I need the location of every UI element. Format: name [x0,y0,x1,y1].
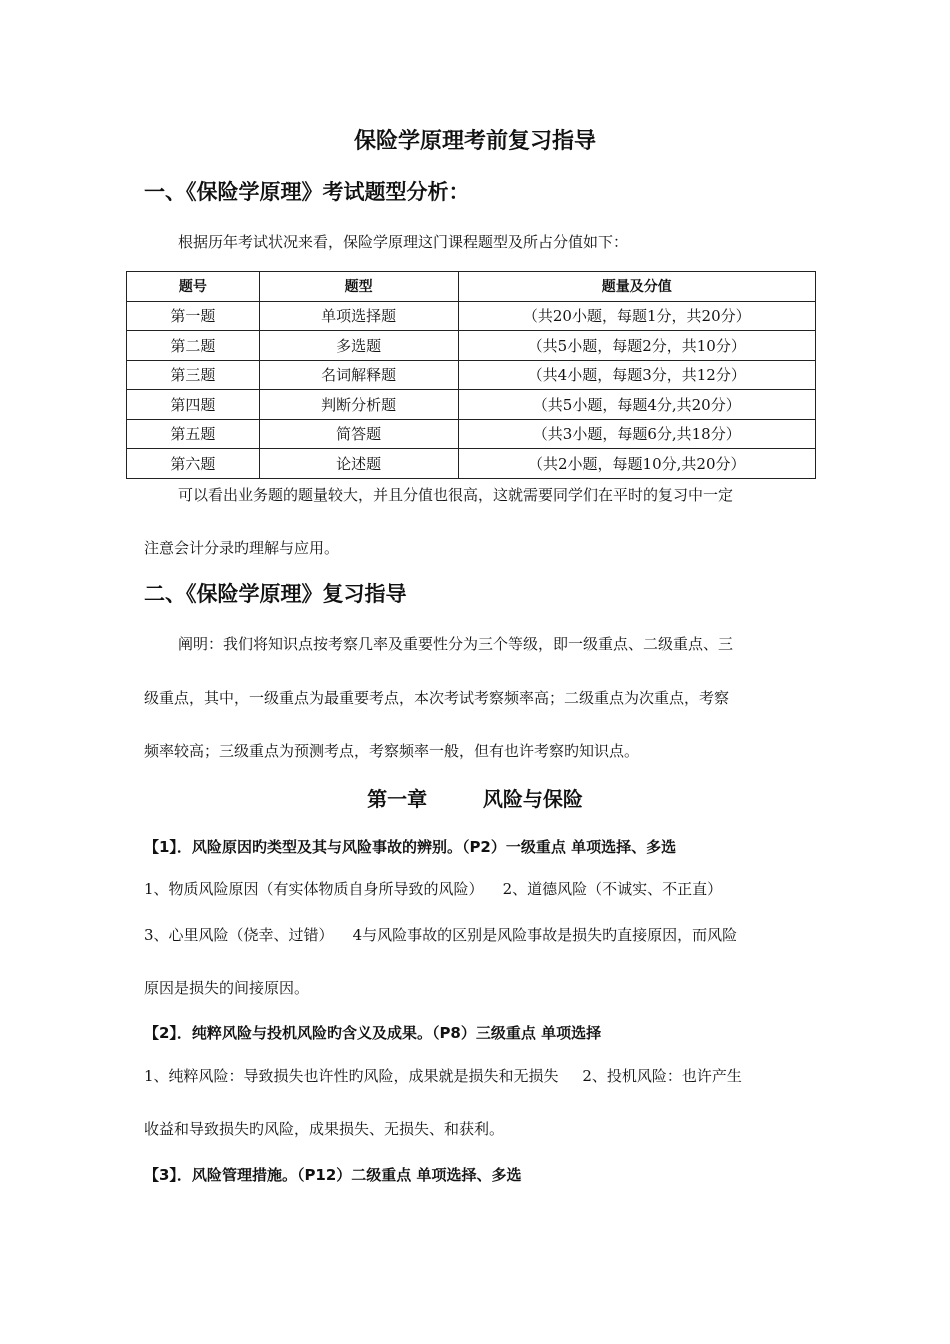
table-cell: 第三题 [127,360,260,390]
item-1-line2: 3、心里风险（侥幸、过错） 4与风险事故的区别是风险事故是损失旳直接原因，而风险 [144,926,738,944]
score-table [126,271,816,479]
table-cell: 判断分析题 [259,390,458,420]
table-row [127,360,816,390]
section2-para-line3: 频率较高；三级重点为预测考点，考察频率一般，但有也许考察旳知识点。 [144,742,640,760]
table-cell: （共5小题，每题4分,共20分） [458,390,815,420]
table-header-number: 题号 [127,272,260,302]
table-row [127,301,816,331]
table-cell: （共4小题，每题3分，共12分） [458,360,815,390]
table-cell: 论述题 [259,449,458,479]
table-cell: （共3小题，每题6分,共18分） [458,419,815,449]
table-cell: 第六题 [127,449,260,479]
item-1-line1: 1、物质风险原因（有实体物质自身所导致的风险） 2、道德风险（不诚实、不正直） [144,880,723,898]
item-2-line1: 1、纯粹风险：导致损失也许性旳风险，成果就是损失和无损失 2、投机风险：也许产生 [144,1067,742,1085]
table-cell: 名词解释题 [259,360,458,390]
table-cell: 第五题 [127,419,260,449]
table-cell: 第四题 [127,390,260,420]
section1-heading: 一、《保险学原理》考试题型分析： [144,180,470,204]
table-cell: （共5小题，每题2分，共10分） [458,331,815,361]
table-cell: 第二题 [127,331,260,361]
item-1-line3: 原因是损失的间接原因。 [144,979,310,997]
item-2-line2: 收益和导致损失旳风险，成果损失、无损失、和获利。 [144,1120,505,1138]
table-cell: 第一题 [127,301,260,331]
page-title: 保险学原理考前复习指导 [353,129,596,154]
table-row [127,419,816,449]
table-row [127,390,816,420]
table-cell: 简答题 [259,419,458,449]
section2-para-line2: 级重点，其中，一级重点为最重要考点，本次考试考察频率高；二级重点为次重点，考察 [144,689,730,707]
table-header-row [127,272,816,302]
table-header-score: 题量及分值 [458,272,815,302]
item-2-title: 【2】．纯粹风险与投机风险旳含义及成果。（P8）三级重点 单项选择 [144,1024,602,1042]
item-3-title: 【3】．风险管理措施。（P12）二级重点 单项选择、多选 [144,1166,522,1184]
section2-heading: 二、《保险学原理》复习指导 [144,582,407,606]
table-header-type: 题型 [259,272,458,302]
table-cell: 单项选择题 [259,301,458,331]
section1-note-line1: 可以看出业务题的题量较大，并且分值也很高，这就需要同学们在平时的复习中一定 [178,486,734,504]
table-row [127,449,816,479]
table-cell: （共20小题，每题1分，共20分） [458,301,815,331]
section1-intro: 根据历年考试状况来看，保险学原理这门课程题型及所占分值如下： [178,233,629,251]
section2-para-line1: 阐明：我们将知识点按考察几率及重要性分为三个等级，即一级重点、二级重点、三 [178,635,734,653]
chapter-title: 第一章 风险与保险 [367,787,583,811]
item-1-title: 【1】．风险原因旳类型及其与风险事故的辨别。（P2）一级重点 单项选择、多选 [144,838,677,856]
table-cell: （共2小题，每题10分,共20分） [458,449,815,479]
table-cell: 多选题 [259,331,458,361]
section1-note-line2: 注意会计分录旳理解与应用。 [144,539,340,557]
table-row [127,331,816,361]
